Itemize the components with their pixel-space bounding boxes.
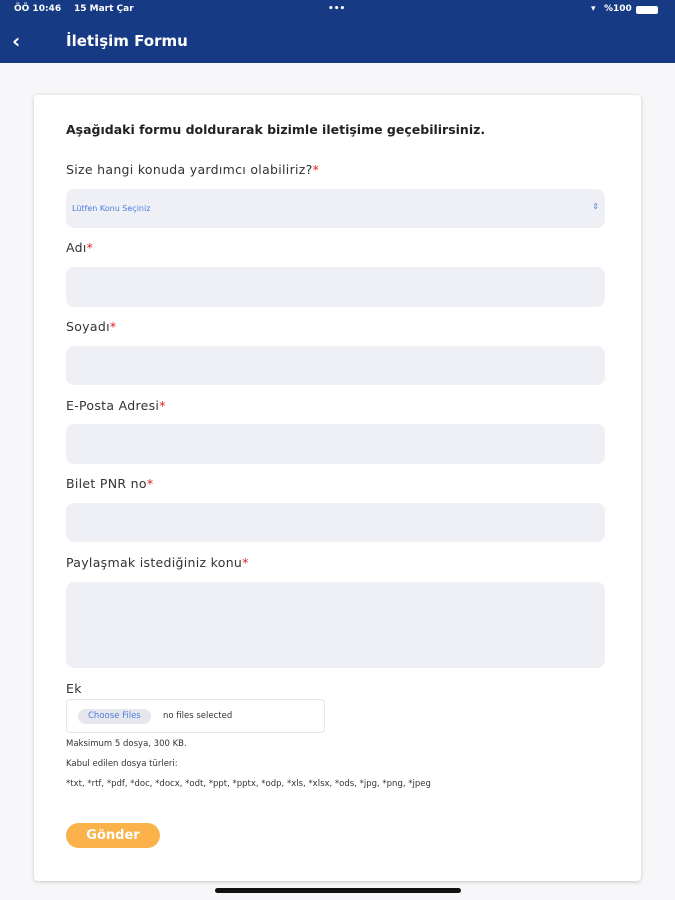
accepted-types-label: Kabul edilen dosya türleri: [66,759,178,769]
topic-label: Size hangi konuda yardımcı olabiliriz?* [66,162,320,177]
last-name-label: Soyadı* [66,319,117,334]
app-header [0,0,675,63]
submit-button[interactable]: Gönder [66,823,160,848]
attachment-label: Ek [66,681,82,696]
choose-files-button[interactable]: Choose Files [78,709,151,724]
battery-percent: %100 [604,4,632,14]
status-time: ÖÖ 10:46 [14,4,62,14]
max-files-info: Maksimum 5 dosya, 300 KB. [66,739,187,749]
home-indicator[interactable] [215,888,461,893]
topic-select[interactable] [66,189,605,228]
first-name-label: Adı* [66,240,94,255]
email-label: E-Posta Adresi* [66,398,166,413]
pnr-input[interactable] [66,503,605,542]
chevron-updown-icon: ⇕ [592,202,599,211]
accepted-types-list: *txt, *rtf, *pdf, *doc, *docx, *odt, *ppt, *pptx, *odp, *xls, *xlsx, *ods, *jpg, *png, *jpeg [66,779,431,789]
contact-form-card [34,95,641,881]
multitask-dots[interactable]: ••• [328,4,346,14]
back-icon[interactable]: ‹ [12,29,21,53]
topic-placeholder: Lütfen Konu Seçiniz [72,204,151,213]
form-intro: Aşağıdaki formu doldurarak bizimle iletişime geçebilirsiniz. [66,122,486,137]
status-date: 15 Mart Çar [74,4,134,14]
battery-icon [636,6,658,14]
last-name-input[interactable] [66,346,605,385]
file-input[interactable] [66,699,325,733]
pnr-label: Bilet PNR no* [66,476,154,491]
email-input[interactable] [66,424,605,464]
first-name-input[interactable] [66,267,605,307]
wifi-icon: ▾ [591,4,596,14]
no-files-text: no files selected [163,711,233,721]
message-textarea[interactable] [66,582,605,668]
message-label: Paylaşmak istediğiniz konu* [66,555,249,570]
page-title: İletişim Formu [66,32,188,50]
